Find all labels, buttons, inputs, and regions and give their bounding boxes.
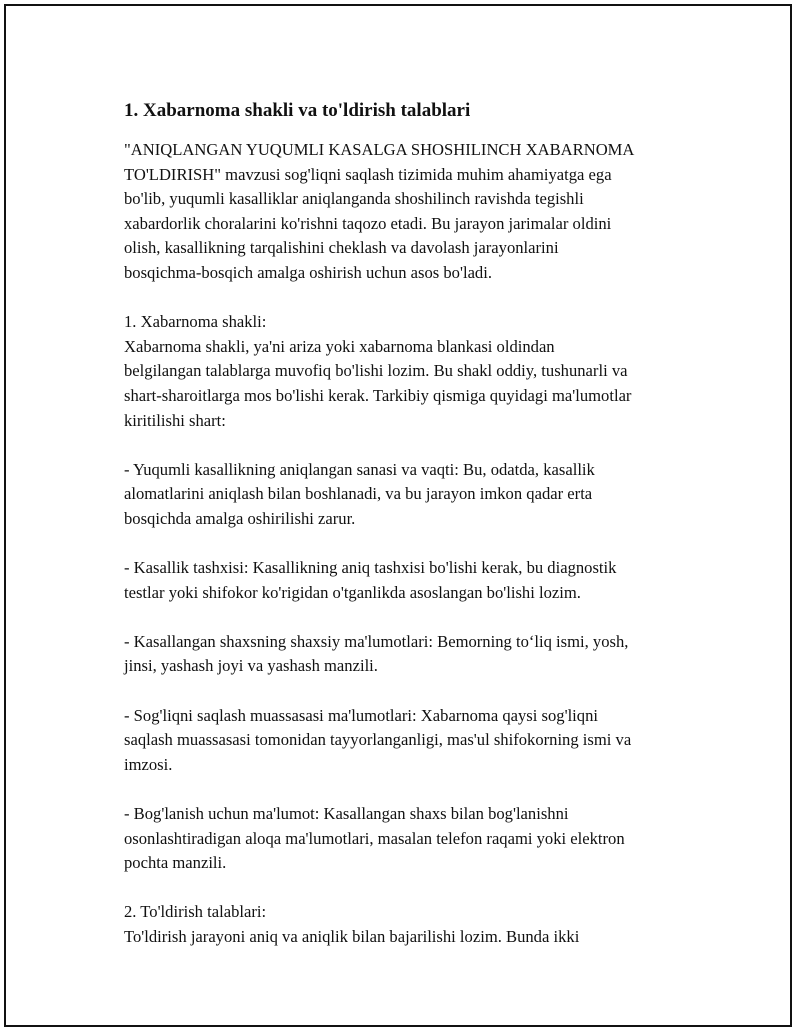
text-line: saqlash muassasasi tomonidan tayyorlanganligi, mas'ul shifokorning ismi va (124, 730, 632, 750)
text-line: - Kasallik tashxisi: Kasallikning aniq tashxisi bo'lishi kerak, bu diagnostik (124, 558, 617, 578)
text-line: bo'lib, yuqumli kasalliklar aniqlanganda shoshilinch ravishda tegishli (124, 189, 584, 209)
text-line: To'ldirish jarayoni aniq va aniqlik bilan bajarilishi lozim. Bunda ikki (124, 927, 580, 946)
text-line: kiritilishi shart: (124, 410, 226, 430)
text-line: jinsi, yashash joyi va yashash manzili. (124, 656, 378, 676)
text-line: osonlashtiradigan aloqa ma'lumotlari, masalan telefon raqami yoki elektron (124, 828, 625, 848)
text-line: alomatlarini aniqlash bilan boshlanadi, va bu jarayon imkon qadar erta (124, 484, 593, 504)
text-line: - Yuqumli kasallikning aniqlangan sanasi va vaqti: Bu, odatda, kasallik (124, 459, 595, 479)
text-line: Xabarnoma shakli, ya'ni ariza yoki xabarnoma blankasi oldindan (124, 336, 555, 356)
text-line: pochta manzili. (124, 853, 227, 873)
paragraph (124, 900, 696, 949)
text-line: olish, kasallikning tarqalishini cheklash va davolash jarayonlarini (124, 238, 559, 258)
paragraph (124, 630, 696, 679)
document-heading: 1. Xabarnoma shakli va to'ldirish talablari (124, 100, 471, 121)
text-line: bosqichda amalga oshirilishi zarur. (124, 508, 356, 528)
paragraph (124, 704, 696, 778)
paragraph-list (124, 138, 696, 950)
text-line: "ANIQLANGAN YUQUMLI KASALGA SHOSHILINCH XABARNOMA (124, 140, 635, 159)
paragraph (124, 310, 696, 433)
text-line: - Bog'lanish uchun ma'lumot: Kasallangan shaxs bilan bog'lanishni (124, 804, 569, 824)
paragraph (124, 458, 696, 532)
paragraph (124, 138, 696, 286)
text-line: shart-sharoitlarga mos bo'lishi kerak. Tarkibiy qismiga quyidagi ma'lumotlar (124, 385, 632, 405)
text-line: bosqichma-bosqich amalga oshirish uchun asos bo'ladi. (124, 262, 492, 282)
text-line: - Sog'liqni saqlash muassasasi ma'lumotlari: Xabarnoma qaysi sog'liqni (124, 705, 598, 725)
text-line: xabardorlik choralarini ko'rishni taqozo etadi. Bu jarayon jarimalar oldini (124, 213, 612, 233)
text-line: imzosi. (124, 754, 173, 774)
page-frame (4, 4, 792, 1027)
text-line: 1. Xabarnoma shakli: (124, 312, 267, 332)
document-body (124, 98, 696, 974)
text-line: belgilangan talablarga muvofiq bo'lishi lozim. Bu shakl oddiy, tushunarli va (124, 361, 628, 381)
text-line: TO'LDIRISH" mavzusi sog'liqni saqlash tizimida muhim ahamiyatga ega (124, 164, 612, 184)
text-line: testlar yoki shifokor ko'rigidan o'tganlikda asoslangan bo'lishi lozim. (124, 582, 581, 602)
text-line: - Kasallangan shaxsning shaxsiy ma'lumotlari: Bemorning to‘liq ismi, yosh, (124, 631, 629, 651)
text-line: 2. To'ldirish talablari: (124, 902, 267, 922)
paragraph (124, 802, 696, 876)
paragraph (124, 556, 696, 605)
